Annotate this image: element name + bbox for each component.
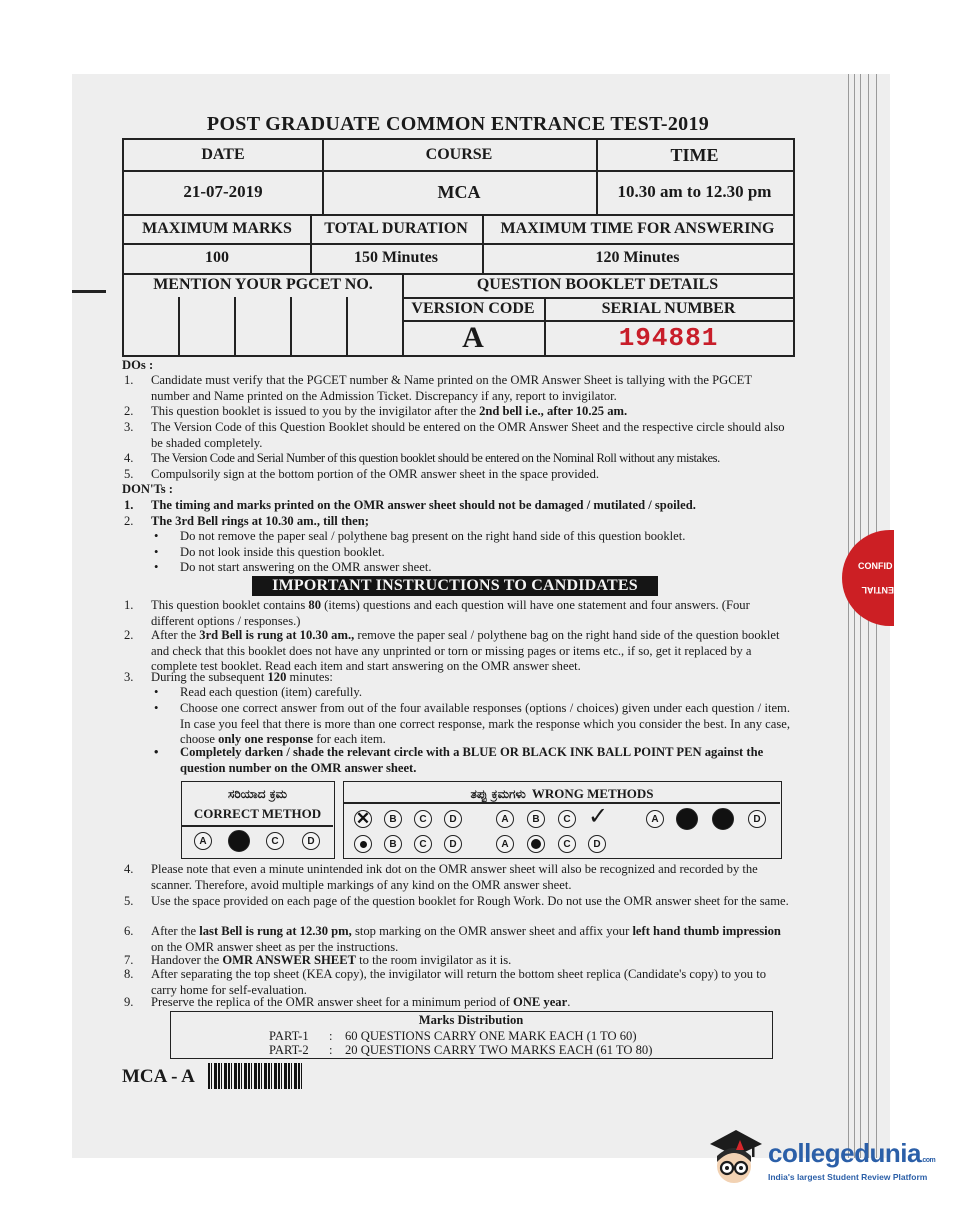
barcode [208, 1063, 304, 1089]
pgcet-label: MENTION YOUR PGCET NO. [153, 276, 373, 293]
bubble-d: D [444, 810, 462, 828]
instruction-2: After the 3rd Bell is rung at 10.30 am., remove the paper seal / polythene bag on the right hand side of the question booklet and check that this booklet does not have any unprinted or torn or missing pages or items etc., if so, get it replaced by a complete test booklet. Read each item and start answering on the OMR answer sheet. [151, 628, 780, 674]
bubble-c: C [558, 835, 576, 853]
mascot-logo-icon [706, 1126, 764, 1188]
bubble-c: C [414, 835, 432, 853]
max-marks-label: MAXIMUM MARKS [142, 219, 292, 237]
booklet-code: MCA - A [122, 1066, 195, 1087]
wrong-methods-box [343, 781, 782, 859]
instruction-1: This question booklet contains 80 (items) questions and each question will have one statement and four answers. (Four different options / responses.) [151, 598, 750, 628]
bubble-b: B [384, 835, 402, 853]
dos-item-1: Candidate must verify that the PGCET number & Name printed on the OMR Answer Sheet is tallying with the PGCET number and Name printed on the Admission Ticket. Discrepancy if any, report to invigilator. [151, 373, 752, 403]
total-duration-value: 150 Minutes [354, 249, 438, 266]
date-label: DATE [201, 146, 245, 163]
serial-number-value: 194881 [618, 322, 719, 353]
instruction-3-bullet-3: • Completely darken / shade the relevant circle with a BLUE OR BLACK INK BALL POINT PEN against the question number on the OMR answer sheet. [180, 745, 790, 776]
instruction-8: After separating the top sheet (KEA copy), the invigilator will return the bottom sheet replica (Candidate's copy) to you to carry home for self-evaluation. [151, 967, 766, 997]
exam-details-table [122, 138, 795, 357]
dos-heading: DOs : [122, 358, 154, 372]
bubble-d: D [588, 835, 606, 853]
donts-item-2: The 3rd Bell rings at 10.30 am., till then; [151, 514, 369, 528]
bubble-c: C [558, 810, 576, 828]
logo-name: collegedunia [768, 1138, 921, 1168]
dos-item-2: This question booklet is issued to you by the invigilator after the 2nd bell i.e., after 10.25 am. [151, 404, 628, 418]
version-code-label: VERSION CODE [411, 299, 535, 317]
version-code-value: A [462, 320, 484, 354]
part-2-marks: 20 QUESTIONS CARRY TWO MARKS EACH (61 TO 80) [345, 1043, 653, 1057]
bubble-b: B [384, 810, 402, 828]
margin-tick [72, 290, 106, 293]
instruction-3-bullet-2: • Choose one correct answer from out of the four available responses (options / choices) given under each question / item. In case you feel that there is more than one correct response, mark the response which you consider the best. In any case, choose only one response for each item. [180, 701, 790, 748]
instruction-3-bullet-1: • Read each question (item) carefully. [180, 685, 790, 701]
donts-bullet-3: • Do not start answering on the OMR answer sheet. [180, 560, 790, 576]
date-value: 21-07-2019 [183, 182, 263, 201]
bubble-d: D [302, 832, 320, 850]
dos-item-3: The Version Code of this Question Booklet should be entered on the OMR Answer Sheet and the respective circle should also be shaded completely. [151, 420, 785, 450]
correct-method-box [181, 781, 335, 859]
time-value: 10.30 am to 12.30 pm [617, 182, 772, 201]
instruction-3: During the subsequent 120 minutes: [151, 670, 333, 684]
bubble-c: C [414, 810, 432, 828]
bubble-c: C [266, 832, 284, 850]
instruction-6: After the last Bell is rung at 12.30 pm, stop marking on the OMR answer sheet and affix your left hand thumb impression on the OMR answer sheet as per the instructions. [151, 924, 781, 954]
serial-number-label: SERIAL NUMBER [601, 299, 736, 317]
instruction-7: Handover the OMR ANSWER SHEET to the room invigilator as it is. [151, 953, 512, 967]
max-time-value: 120 Minutes [595, 249, 680, 266]
instruction-4: Please note that even a minute unintended ink dot on the OMR answer sheet will also be recognized and recorded by the scanner. Therefore, avoid multiple markings of any kind on the OMR answer sheet. [151, 862, 758, 892]
bubble-d: D [748, 810, 766, 828]
wrong-methods-kannada: ತಪ್ಪು ಕ್ರಮಗಳು [470, 786, 526, 801]
page-title: POST GRADUATE COMMON ENTRANCE TEST-2019 [206, 113, 710, 135]
course-label: COURSE [425, 146, 493, 163]
confidential-seal: CONFID ENTIAL [842, 530, 894, 626]
time-label: TIME [670, 144, 719, 165]
correct-method-kannada: ಸರಿಯಾದ ಕ್ರಮ [227, 786, 288, 801]
bubble-b-filled [228, 830, 250, 852]
marks-distribution-title: Marks Distribution [418, 1012, 524, 1027]
dos-item-4: The Version Code and Serial Number of this question booklet should be entered on the Nominal Roll without any mistakes. [151, 451, 720, 465]
booklet-details-label: QUESTION BOOKLET DETAILS [476, 276, 719, 293]
bubble-a: A [646, 810, 664, 828]
total-duration-label: TOTAL DURATION [324, 219, 468, 237]
donts-item-1: The timing and marks printed on the OMR answer sheet should not be damaged / mutilated / spoiled. [151, 498, 696, 512]
tick-mark-icon: ✓ [588, 802, 609, 830]
donts-bullet-2: • Do not look inside this question booklet. [180, 545, 790, 561]
bubble-a-crossed [354, 810, 372, 828]
part-1-marks: 60 QUESTIONS CARRY ONE MARK EACH (1 TO 60) [345, 1029, 637, 1043]
dos-item-5: Compulsorily sign at the bottom portion of the OMR answer sheet in the space provided. [151, 467, 600, 481]
max-time-label: MAXIMUM TIME FOR ANSWERING [500, 219, 775, 237]
donts-bullet-1: • Do not remove the paper seal / polythene bag present on the right hand side of this question booklet. [180, 529, 790, 545]
instruction-9: Preserve the replica of the OMR answer sheet for a minimum period of ONE year. [151, 995, 571, 1009]
max-marks-value: 100 [205, 249, 229, 266]
logo-suffix: .com [920, 1157, 936, 1164]
bubble-c-filled [712, 808, 734, 830]
bubble-a-dotted [354, 835, 372, 853]
bubble-a: A [496, 810, 514, 828]
bubble-b-partial [527, 835, 545, 853]
bubble-d: D [444, 835, 462, 853]
bubble-b-filled [676, 808, 698, 830]
bubble-b: B [527, 810, 545, 828]
donts-heading: DON'Ts : [122, 482, 173, 496]
marks-distribution-box: Marks Distribution PART-1 : 60 QUESTIONS CARRY ONE MARK EACH (1 TO 60) PART-2 : 20 QUESTIONS CARRY TWO MARKS EACH (61 TO 80) [170, 1011, 773, 1059]
bubble-a: A [496, 835, 514, 853]
bubble-a: A [194, 832, 212, 850]
wrong-methods-label: WRONG METHODS [531, 786, 654, 801]
correct-method-label: CORRECT METHOD [193, 806, 322, 821]
instruction-5: Use the space provided on each page of the question booklet for Rough Work. Do not use the OMR answer sheet for the same. [151, 894, 789, 908]
course-value: MCA [437, 181, 481, 202]
collegedunia-logo [706, 1126, 936, 1188]
instructions-banner: IMPORTANT INSTRUCTIONS TO CANDIDATES [252, 576, 658, 596]
logo-tagline: India's largest Student Review Platform [768, 1172, 928, 1182]
